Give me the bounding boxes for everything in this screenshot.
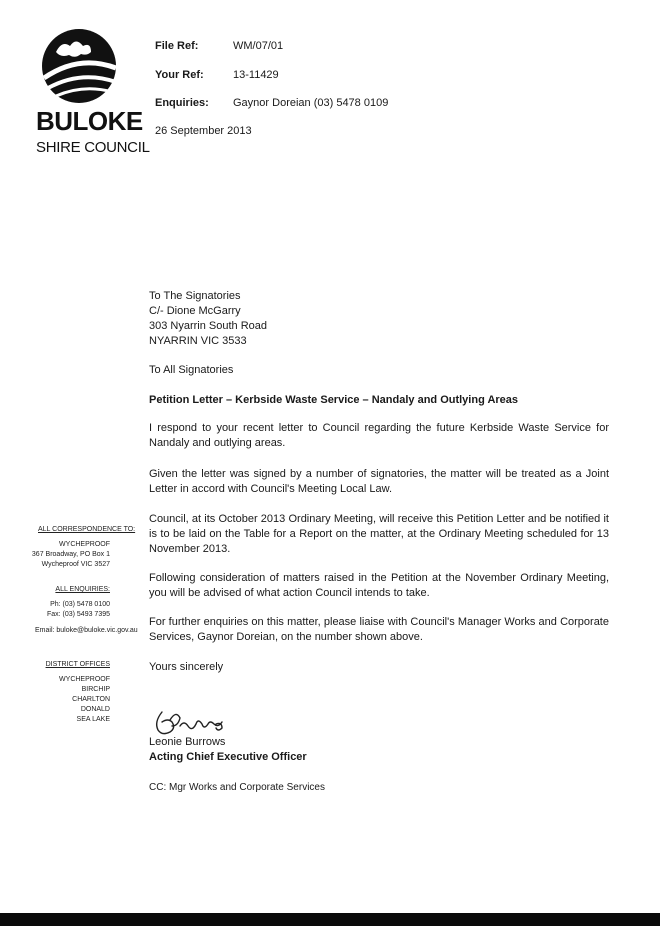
- correspondence-line-2: 367 Broadway, PO Box 1: [31, 551, 110, 558]
- signatory-name: Leonie Burrows: [149, 736, 226, 748]
- sidebar-email: Email: buloke@buloke.vic.gov.au: [35, 627, 138, 634]
- district-office-item: WYCHEPROOF: [59, 676, 110, 683]
- enquiries-label: Enquiries:: [155, 97, 209, 109]
- buloke-logo: [34, 26, 124, 106]
- address-line-1: To The Signatories: [149, 290, 241, 302]
- address-line-3: 303 Nyarrin South Road: [149, 320, 268, 332]
- address-line-2: C/- Dione McGarry: [149, 305, 241, 317]
- district-offices-heading: DISTRICT OFFICES: [45, 661, 110, 668]
- district-office-item: CHARLTON: [72, 696, 110, 703]
- cc-line: CC: Mgr Works and Corporate Services: [149, 782, 325, 793]
- brand-subtitle: SHIRE COUNCIL: [36, 139, 150, 156]
- paragraph-4: Following consideration of matters raised in the Petition at the November Ordinary Meeting, you will be advised of what action Council intends to take.: [149, 572, 609, 599]
- district-office-item: DONALD: [80, 706, 110, 713]
- paragraph-2: Given the letter was signed by a number of signatories, the matter will be treated as a Joint Letter in accord with Council's Meeting Local Law.: [149, 468, 609, 495]
- your-ref-value: 13-11429: [233, 69, 279, 81]
- district-office-item: BIRCHIP: [81, 686, 110, 693]
- salutation: To All Signatories: [149, 364, 234, 376]
- enquiries-value: Gaynor Doreian (03) 5478 0109: [233, 97, 389, 109]
- sidebar-fax: Fax: (03) 5493 7395: [46, 611, 110, 618]
- sidebar-phone: Ph: (03) 5478 0100: [50, 601, 110, 608]
- address-line-4: NYARRIN VIC 3533: [149, 335, 247, 347]
- brand-name: BULOKE: [36, 106, 143, 136]
- correspondence-heading: ALL CORRESPONDENCE TO:: [38, 526, 136, 533]
- paragraph-1: I respond to your recent letter to Council regarding the future Kerbside Waste Service for Nandaly and outlying areas.: [149, 422, 609, 449]
- handwritten-signature: [150, 706, 242, 738]
- subject-line: Petition Letter – Kerbside Waste Service – Nandaly and Outlying Areas: [149, 394, 519, 406]
- scan-edge-bar: [0, 913, 660, 926]
- letter-date: 26 September 2013: [155, 125, 252, 137]
- paragraph-5: For further enquiries on this matter, please liaise with Council's Manager Works and Corporate Services, Gaynor Doreian, on the number shown above.: [149, 616, 609, 643]
- signatory-title: Acting Chief Executive Officer: [149, 751, 307, 763]
- closing: Yours sincerely: [149, 661, 224, 673]
- your-ref-label: Your Ref:: [155, 69, 204, 81]
- file-ref-value: WM/07/01: [233, 40, 284, 52]
- correspondence-line-1: WYCHEPROOF: [59, 541, 110, 548]
- file-ref-label: File Ref:: [155, 40, 199, 52]
- paragraph-3: Council, at its October 2013 Ordinary Meeting, will receive this Petition Letter and be notified it is to be laid on the Table for a Report on the matter, at the Ordinary Meeting scheduled for 13 November 2013.: [149, 513, 609, 555]
- enquiries-heading: ALL ENQUIRIES:: [55, 586, 110, 593]
- district-office-item: SEA LAKE: [76, 716, 110, 723]
- correspondence-line-3: Wycheproof VIC 3527: [41, 561, 110, 568]
